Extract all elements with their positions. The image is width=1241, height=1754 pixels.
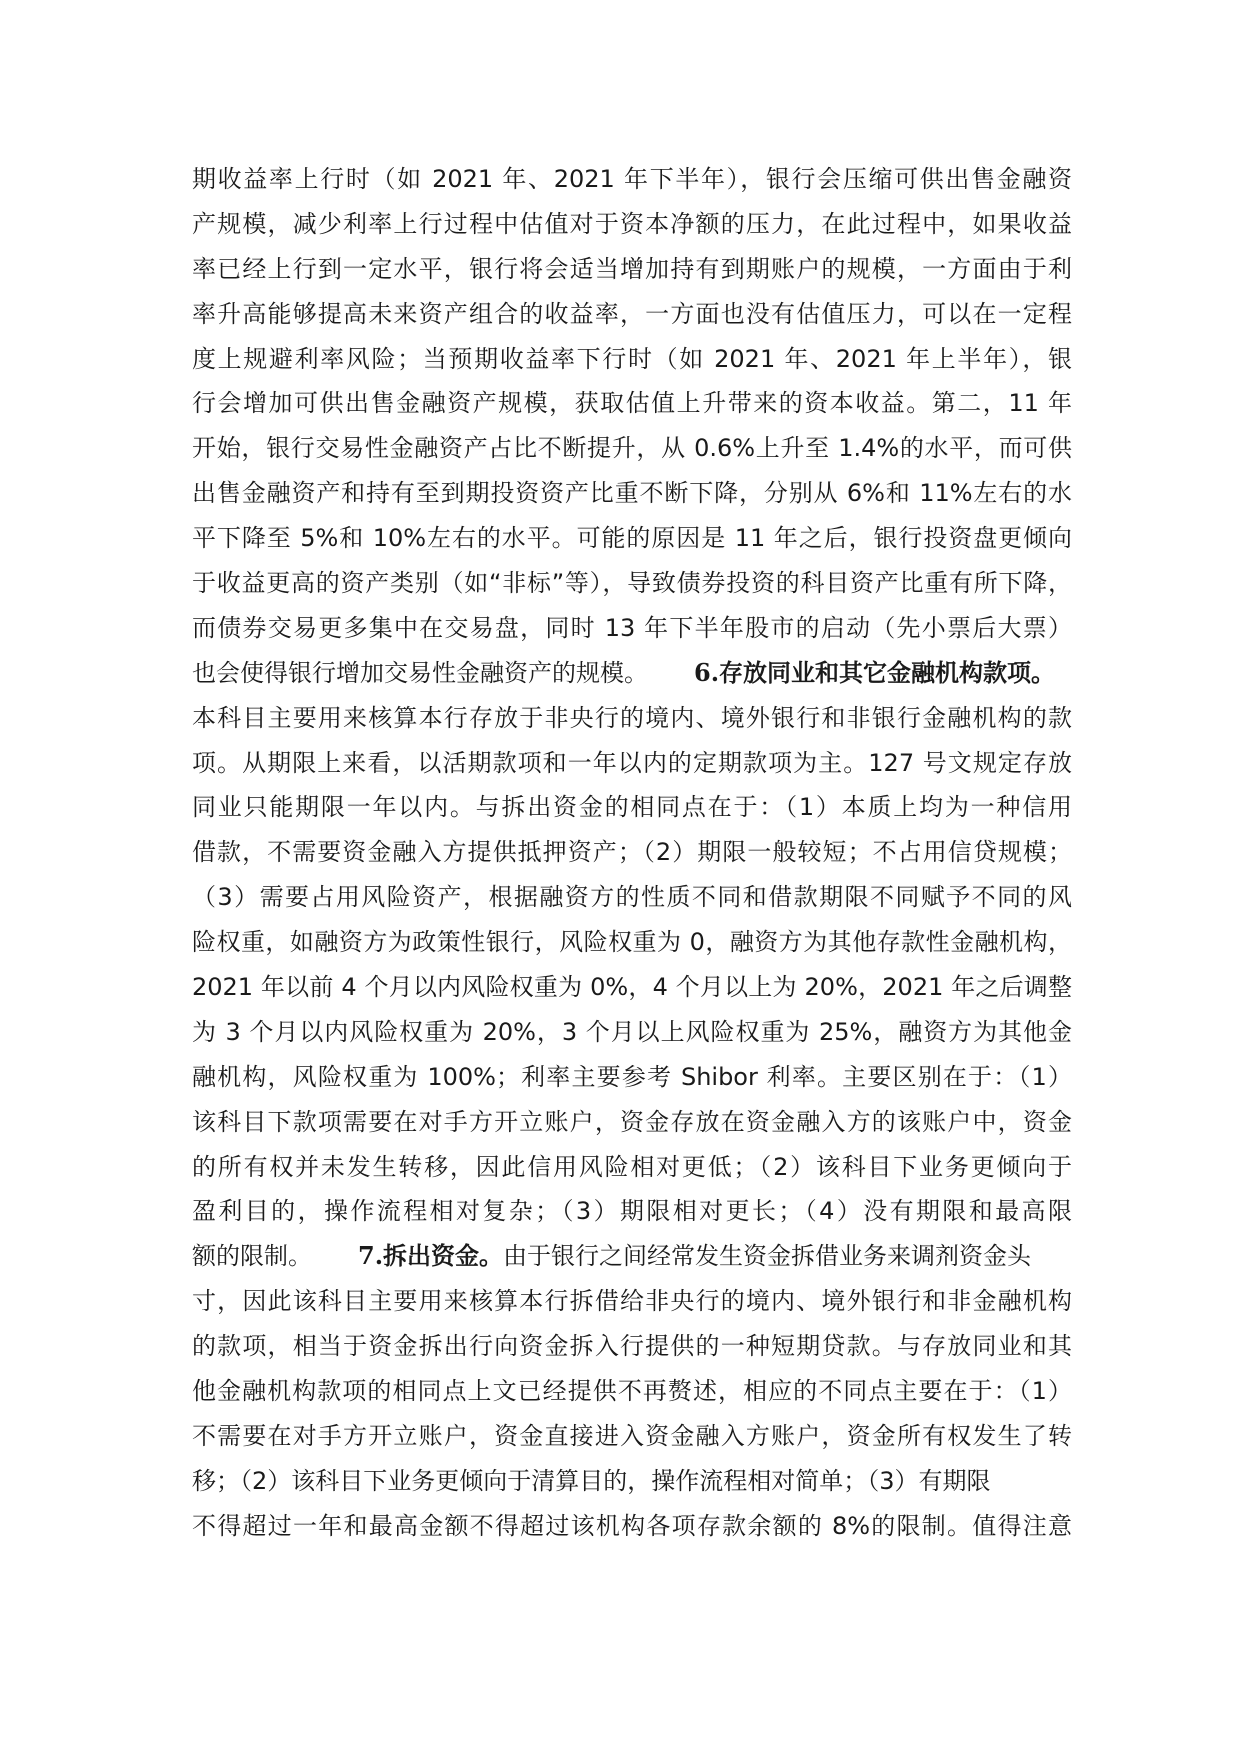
text-line: 借款，不需要资金融入方提供抵押资产；（2）期限一般较短；不占用信贷规模； (192, 838, 1072, 867)
text-line: 的所有权并未发生转移，因此信用风险相对更低；（2）该科目下业务更倾向于 (192, 1152, 1072, 1181)
text-line: 寸，因此该科目主要用来核算本行拆借给非央行的境内、境外银行和非金融机构 (192, 1287, 1072, 1316)
section-heading-6: 6.存放同业和其它金融机构款项。 (694, 657, 1056, 687)
text-line: 险权重，如融资方为政策性银行，风险权重为 0，融资方为其他存款性金融机构， (192, 928, 1072, 957)
text-line: 本科目主要用来核算本行存放于非央行的境内、境外银行和非银行金融机构的款 (192, 703, 1072, 732)
text-line: 不需要在对手方开立账户，资金直接进入资金融入方账户，资金所有权发生了转 (192, 1421, 1072, 1450)
text-line: 产规模，减少利率上行过程中估值对于资本净额的压力，在此过程中，如果收益 (192, 209, 1072, 238)
text-line: 平下降至 5%和 10%左右的水平。可能的原因是 11 年之后，银行投资盘更倾向 (192, 524, 1072, 553)
text-line: 出售金融资产和持有至到期投资资产比重不断下降，分别从 6%和 11%左右的水 (192, 479, 1072, 508)
text-segment: 额的限制。 (192, 1242, 312, 1271)
text-line: 于收益更高的资产类别（如“非标”等），导致债券投资的科目资产比重有所下降， (192, 569, 1072, 598)
text-line: 开始，银行交易性金融资产占比不断提升，从 0.6%上升至 1.4%的水平，而可供 (192, 434, 1072, 463)
text-line: 他金融机构款项的相同点上文已经提供不再赘述，相应的不同点主要在于：（1） (192, 1377, 1072, 1406)
text-segment: 也会使得银行增加交易性金融资产的规模。 (192, 658, 648, 687)
section-heading-7: 7.拆出资金。 (358, 1241, 504, 1271)
text-line: （3）需要占用风险资产，根据融资方的性质不同和借款期限不同赋予不同的风 (192, 883, 1072, 912)
text-line: 期收益率上行时（如 2021 年、2021 年下半年），银行会压缩可供出售金融资 (192, 165, 1072, 193)
text-line: 度上规避利率风险；当预期收益率下行时（如 2021 年、2021 年上半年），银 (192, 344, 1072, 373)
text-line: 该科目下款项需要在对手方开立账户，资金存放在资金融入方的该账户中，资金 (192, 1107, 1072, 1136)
body-text (192, 157, 1072, 1549)
text-line-with-heading (192, 651, 1072, 696)
text-line: 而债券交易更多集中在交易盘，同时 13 年下半年股市的启动（先小票后大票） (192, 613, 1072, 642)
text-segment: 由于银行之间经常发生资金拆借业务来调剂资金头 (503, 1242, 1032, 1271)
text-line: 率升高能够提高未来资产组合的收益率，一方面也没有估值压力，可以在一定程 (192, 299, 1072, 328)
text-line: 行会增加可供出售金融资产规模，获取估值上升带来的资本收益。第二，11 年 (192, 389, 1072, 418)
text-line: 盈利目的，操作流程相对复杂；（3）期限相对更长；（4）没有期限和最高限 (192, 1197, 1072, 1226)
text-line: 为 3 个月以内风险权重为 20%，3 个月以上风险权重为 25%，融资方为其他金 (192, 1017, 1072, 1046)
text-line: 移；（2）该科目下业务更倾向于清算目的，操作流程相对简单；（3）有期限 (192, 1466, 991, 1495)
text-line: 不得超过一年和最高金额不得超过该机构各项存款余额的 8%的限制。值得注意 (192, 1511, 1072, 1540)
text-line: 率已经上行到一定水平，银行将会适当增加持有到期账户的规模，一方面由于利 (192, 254, 1072, 283)
text-line: 2021 年以前 4 个月以内风险权重为 0%，4 个月以上为 20%，2021 年之后调整 (192, 973, 1072, 1002)
text-line: 同业只能期限一年以内。与拆出资金的相同点在于：（1）本质上均为一种信用 (192, 793, 1072, 822)
text-line: 项。从期限上来看，以活期款项和一年以内的定期款项为主。127 号文规定存放 (192, 748, 1072, 777)
text-line-with-heading (192, 1234, 1072, 1279)
text-line: 的款项，相当于资金拆出行向资金拆入行提供的一种短期贷款。与存放同业和其 (192, 1332, 1072, 1361)
text-line: 融机构，风险权重为 100%；利率主要参考 Shibor 利率。主要区别在于：（1） (192, 1062, 1072, 1091)
